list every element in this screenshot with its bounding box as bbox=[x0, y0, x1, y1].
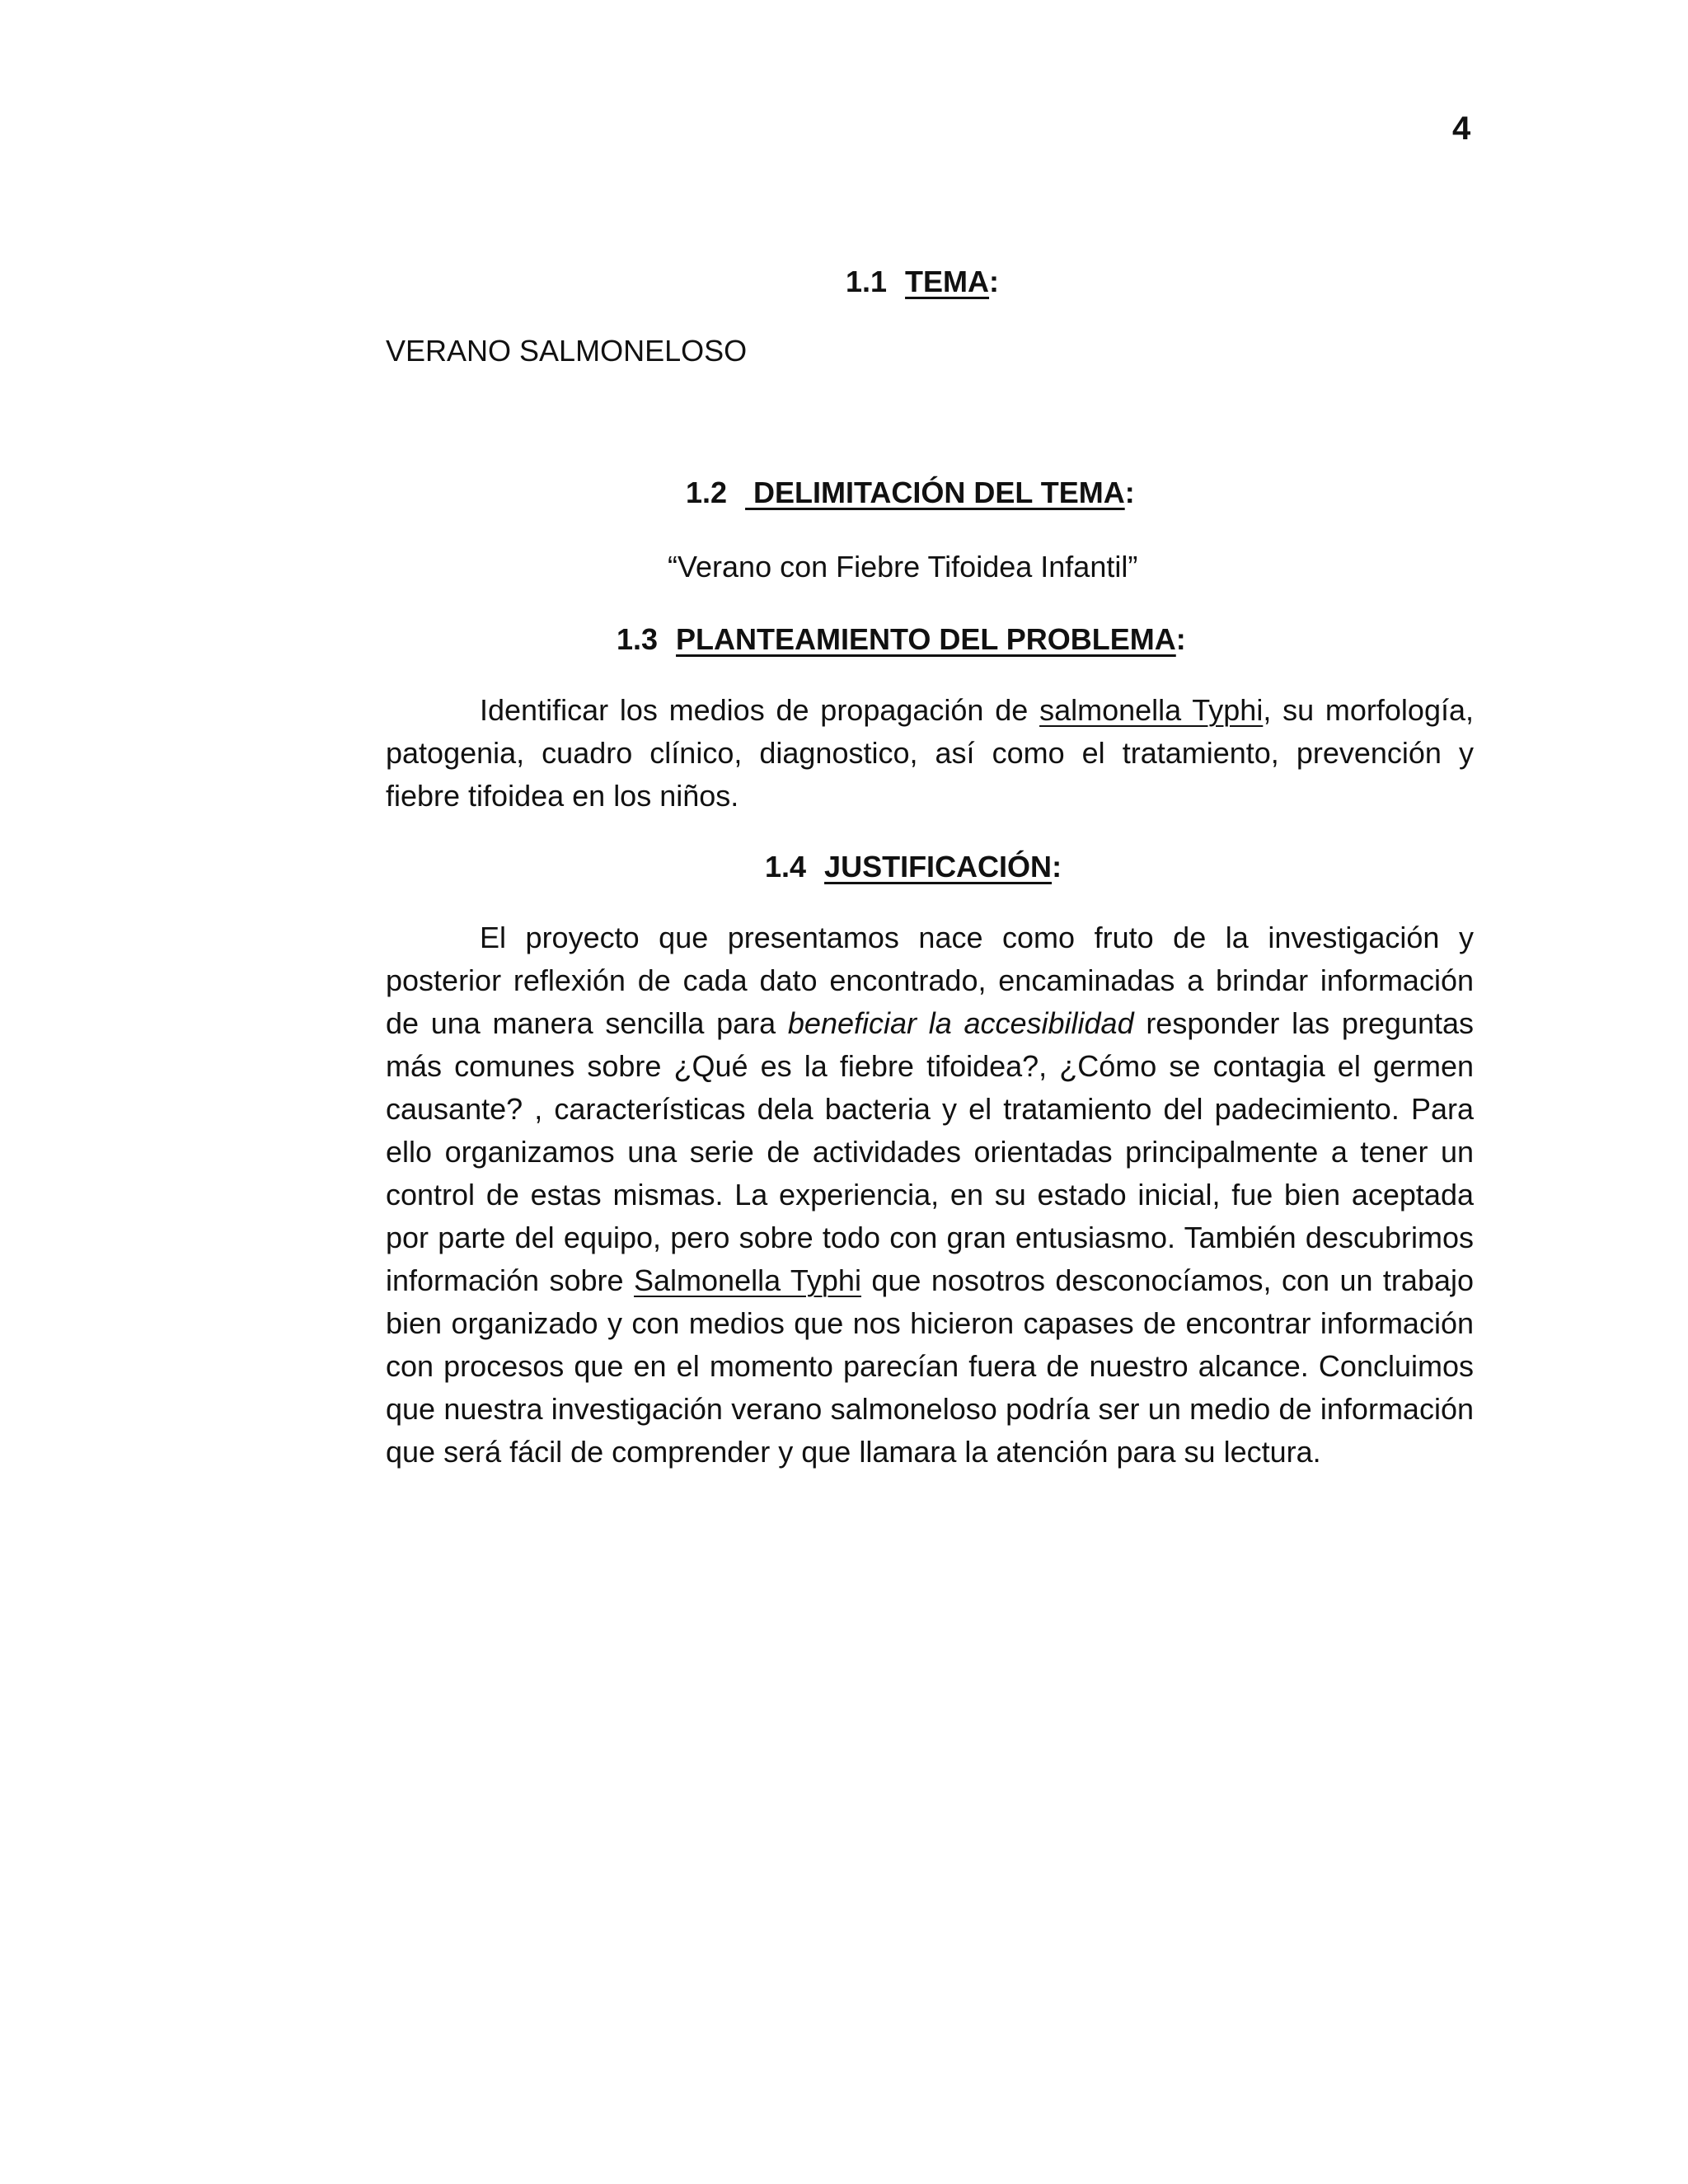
paragraph-text: que nosotros desconocíamos, con un trabajo bien organizado y con medios que nos hicieron capases de encontrar información con procesos que en el momento parecían fuera de nuestro alcance. Concluimos que nuestra investigación verano salmoneloso podría ser un medio de información que será fácil de comprender y que llamara la atención para su lectura. bbox=[386, 1263, 1475, 1469]
paragraph-text: El proyecto que presentamos nace como fruto de la investigación y posterior reflexión de cada dato encontrado, encaminadas a brindar información de una manera sencilla para bbox=[386, 921, 1474, 1040]
section-title: PLANTEAMIENTO DEL PROBLEMA bbox=[676, 622, 1176, 656]
section-heading-justificacion bbox=[765, 847, 1062, 887]
section-heading-delimitacion bbox=[686, 473, 1135, 513]
section-number: 1.3 bbox=[617, 622, 659, 656]
section-number: 1.4 bbox=[765, 850, 807, 883]
paragraph-text: , su morfología, patogenia, cuadro clínico, diagnostico, así como el tratamiento, prevención y fiebre tifoidea en los niños. bbox=[386, 693, 1474, 813]
justificacion-paragraph bbox=[386, 916, 1474, 1474]
section-title: JUSTIFICACIÓN bbox=[824, 850, 1053, 883]
heading-colon: : bbox=[989, 265, 1000, 298]
page-number: 4 bbox=[1452, 110, 1471, 147]
organism-name: salmonella Typhi bbox=[1039, 693, 1264, 727]
paragraph-text: responder las preguntas más comunes sobre ¿Qué es la fiebre tifoidea?, ¿Cómo se contagia el germen causante? , características dela bacteria y el tratamiento del padecimiento. Para ello organizamos una serie de actividades orientadas principalmente a tener un control de estas mismas. La experiencia, en su estado inicial, fue bien aceptada por parte del equipo, pero sobre todo con gran entusiasmo. También descubrimos información sobre bbox=[386, 1006, 1475, 1297]
section-number: 1.2 bbox=[686, 476, 728, 509]
heading-colon: : bbox=[1175, 622, 1186, 656]
heading-colon: : bbox=[1124, 476, 1135, 509]
tema-content: VERANO SALMONELOSO bbox=[386, 334, 748, 368]
section-heading-tema bbox=[846, 262, 999, 302]
section-title: DELIMITACIÓN DEL TEMA bbox=[745, 476, 1125, 509]
section-title: TEMA bbox=[905, 265, 990, 298]
italic-phrase: beneficiar la accesibilidad bbox=[787, 1006, 1134, 1040]
section-heading-planteamiento bbox=[617, 620, 1186, 659]
section-number: 1.1 bbox=[846, 265, 888, 298]
delimitacion-content: “Verano con Fiebre Tifoidea Infantil” bbox=[668, 550, 1138, 583]
heading-colon: : bbox=[1052, 850, 1062, 883]
paragraph-text: Identificar los medios de propagación de bbox=[480, 693, 1040, 727]
organism-name: Salmonella Typhi bbox=[634, 1263, 861, 1297]
planteamiento-paragraph bbox=[386, 689, 1474, 818]
